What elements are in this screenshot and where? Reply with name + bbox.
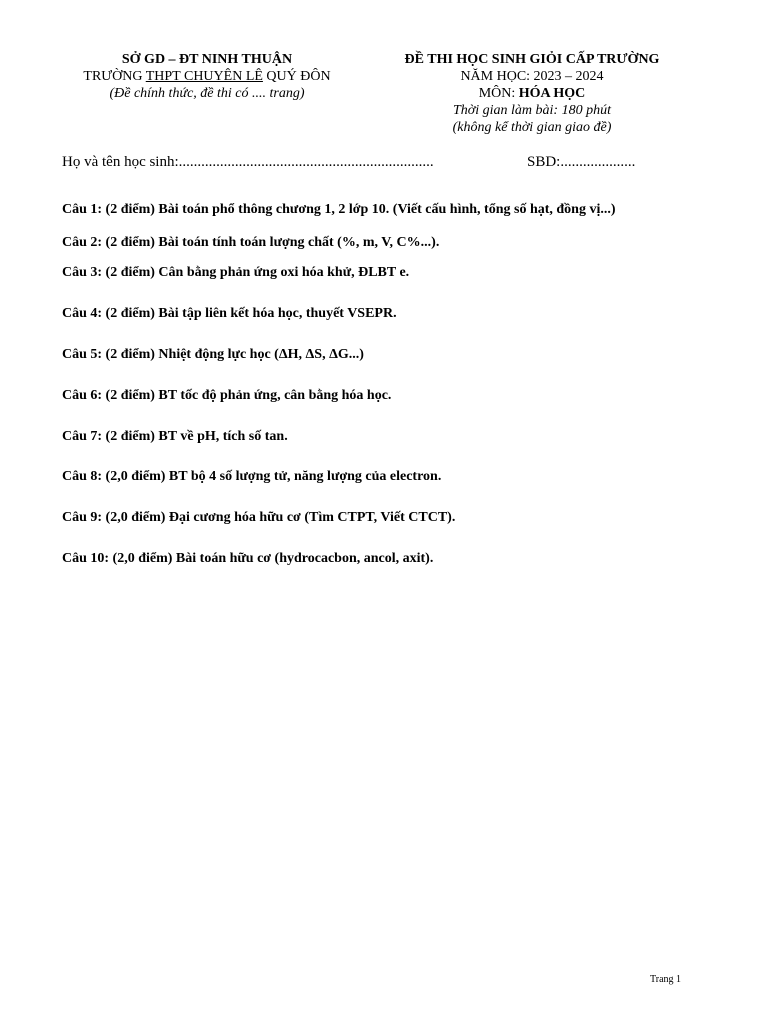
student-name-field: Họ và tên học sinh:....................................................................	[62, 154, 434, 170]
page-number: Trang 1	[650, 974, 682, 985]
student-id-field: SBD:....................	[527, 154, 636, 170]
school-year: NĂM HỌC: 2023 – 2024	[460, 69, 604, 84]
subject-line	[382, 85, 682, 102]
time-note: (không kể thời gian giao đề)	[452, 120, 612, 135]
question-1: Câu 1: (2 điểm) Bài toán phổ thông chương 1, 2 lớp 10. (Viết cấu hình, tổng số hạt, đồng vị...)	[62, 202, 616, 217]
question-10: Câu 10: (2,0 điểm) Bài toán hữu cơ (hydrocacbon, ancol, axit).	[62, 551, 434, 566]
question-3: Câu 3: (2 điểm) Cân bằng phản ứng oxi hóa khử, ĐLBT e.	[62, 265, 410, 280]
subject-prefix: MÔN:	[478, 86, 519, 101]
school-name-prefix: TRƯỜNG	[83, 69, 146, 84]
question-2: Câu 2: (2 điểm) Bài toán tính toán lượng chất (%, m, V, C%...).	[62, 235, 440, 250]
school-name-suffix: QUÝ ĐÔN	[262, 69, 331, 84]
question-7: Câu 7: (2 điểm) BT về pH, tích số tan.	[62, 429, 288, 444]
question-5: Câu 5: (2 điểm) Nhiệt động lực học (ΔH, ΔS, ΔG...)	[62, 347, 364, 362]
question-9: Câu 9: (2,0 điểm) Đại cương hóa hữu cơ (Tìm CTPT, Viết CTCT).	[62, 510, 456, 525]
question-8: Câu 8: (2,0 điểm) BT bộ 4 số lượng tử, năng lượng của electron.	[62, 469, 442, 484]
question-4: Câu 4: (2 điểm) Bài tập liên kết hóa học, thuyết VSEPR.	[62, 306, 397, 321]
official-note: (Đề chính thức, đề thi có .... trang)	[109, 86, 305, 101]
school-name	[62, 68, 352, 85]
question-6: Câu 6: (2 điểm) BT tốc độ phản ứng, cân bằng hóa học.	[62, 388, 392, 403]
header-left	[62, 51, 352, 102]
department-name: SỞ GD – ĐT NINH THUẬN	[121, 52, 293, 67]
exam-title: ĐỀ THI HỌC SINH GIỎI CẤP TRƯỜNG	[404, 52, 660, 67]
time-limit: Thời gian làm bài: 180 phút	[453, 103, 611, 118]
subject-name: HÓA HỌC	[518, 86, 586, 101]
header-right	[382, 51, 682, 136]
school-name-underlined: THPT CHUYÊN LÊ	[145, 69, 263, 84]
